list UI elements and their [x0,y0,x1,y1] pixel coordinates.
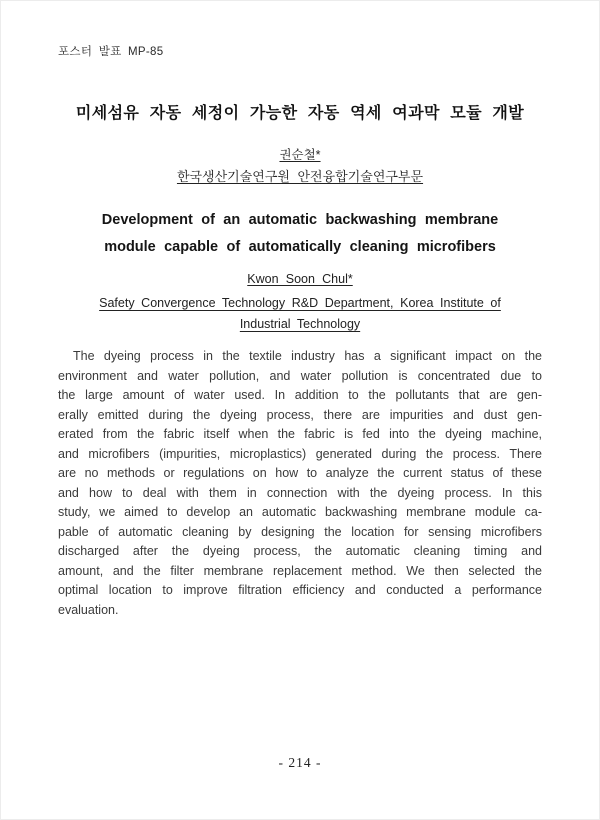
english-affiliation-line: Industrial Technology [239,317,361,331]
page-number: - 214 - [278,755,322,770]
english-affiliation-line: Safety Convergence Technology R&D Department, Korea Institute of [99,296,501,310]
abstract-line: environment and water pollution, and water pollution is concentrated due to [58,368,542,383]
abstract-line: optimal location to improve filtration efficiency and conducted a performance [58,583,542,597]
abstract-line: pable of automatic cleaning by designing the location for sensing microfibers [58,524,542,539]
abstract-line: The dyeing process in the textile industry has a significant impact on the [73,349,542,363]
english-title-line: module capable of automatically cleaning microfibers [104,239,496,255]
abstract-line: erally emitted during the dyeing process, there are impurities and dust gen- [58,407,542,422]
english-title-line: Development of an automatic backwashing membrane [101,212,499,228]
abstract-line: discharged after the dyeing process, the automatic cleaning timing and [58,544,542,558]
english-title [58,207,542,261]
abstract-line: erated from the fabric itself when the fabric is fed into the dyeing machine, [58,427,542,441]
english-author: Kwon Soon Chul* [247,272,353,286]
korean-title: 미세섬유 자동 세정이 가능한 자동 역세 여과막 모듈 개발 [75,105,525,122]
english-affiliation [58,293,542,335]
abstract-line: the large amount of water used. In addition to the pollutants that are gen- [58,388,542,402]
korean-author: 권순철* [279,148,321,162]
abstract-line: study, we aimed to develop an automatic backwashing membrane module ca- [58,505,542,519]
poster-session-label: 포스터 발표 MP-85 [58,46,164,58]
abstract-line: evaluation. [58,602,119,617]
abstract-line: and microfibers (impurities, microplastics) generated during the process. There [58,446,542,461]
abstract-line: and how to deal with them in connection with the dyeing process. In this [58,485,542,500]
page-body [1,1,599,620]
abstract-line: are no methods or regulations on how to analyze the current status of these [58,466,542,480]
abstract-line: amount, and the filter membrane replacement method. We then selected the [58,563,542,578]
abstract-paragraph [58,347,542,620]
korean-affiliation: 한국생산기술연구원 안전융합기술연구부문 [176,169,424,184]
